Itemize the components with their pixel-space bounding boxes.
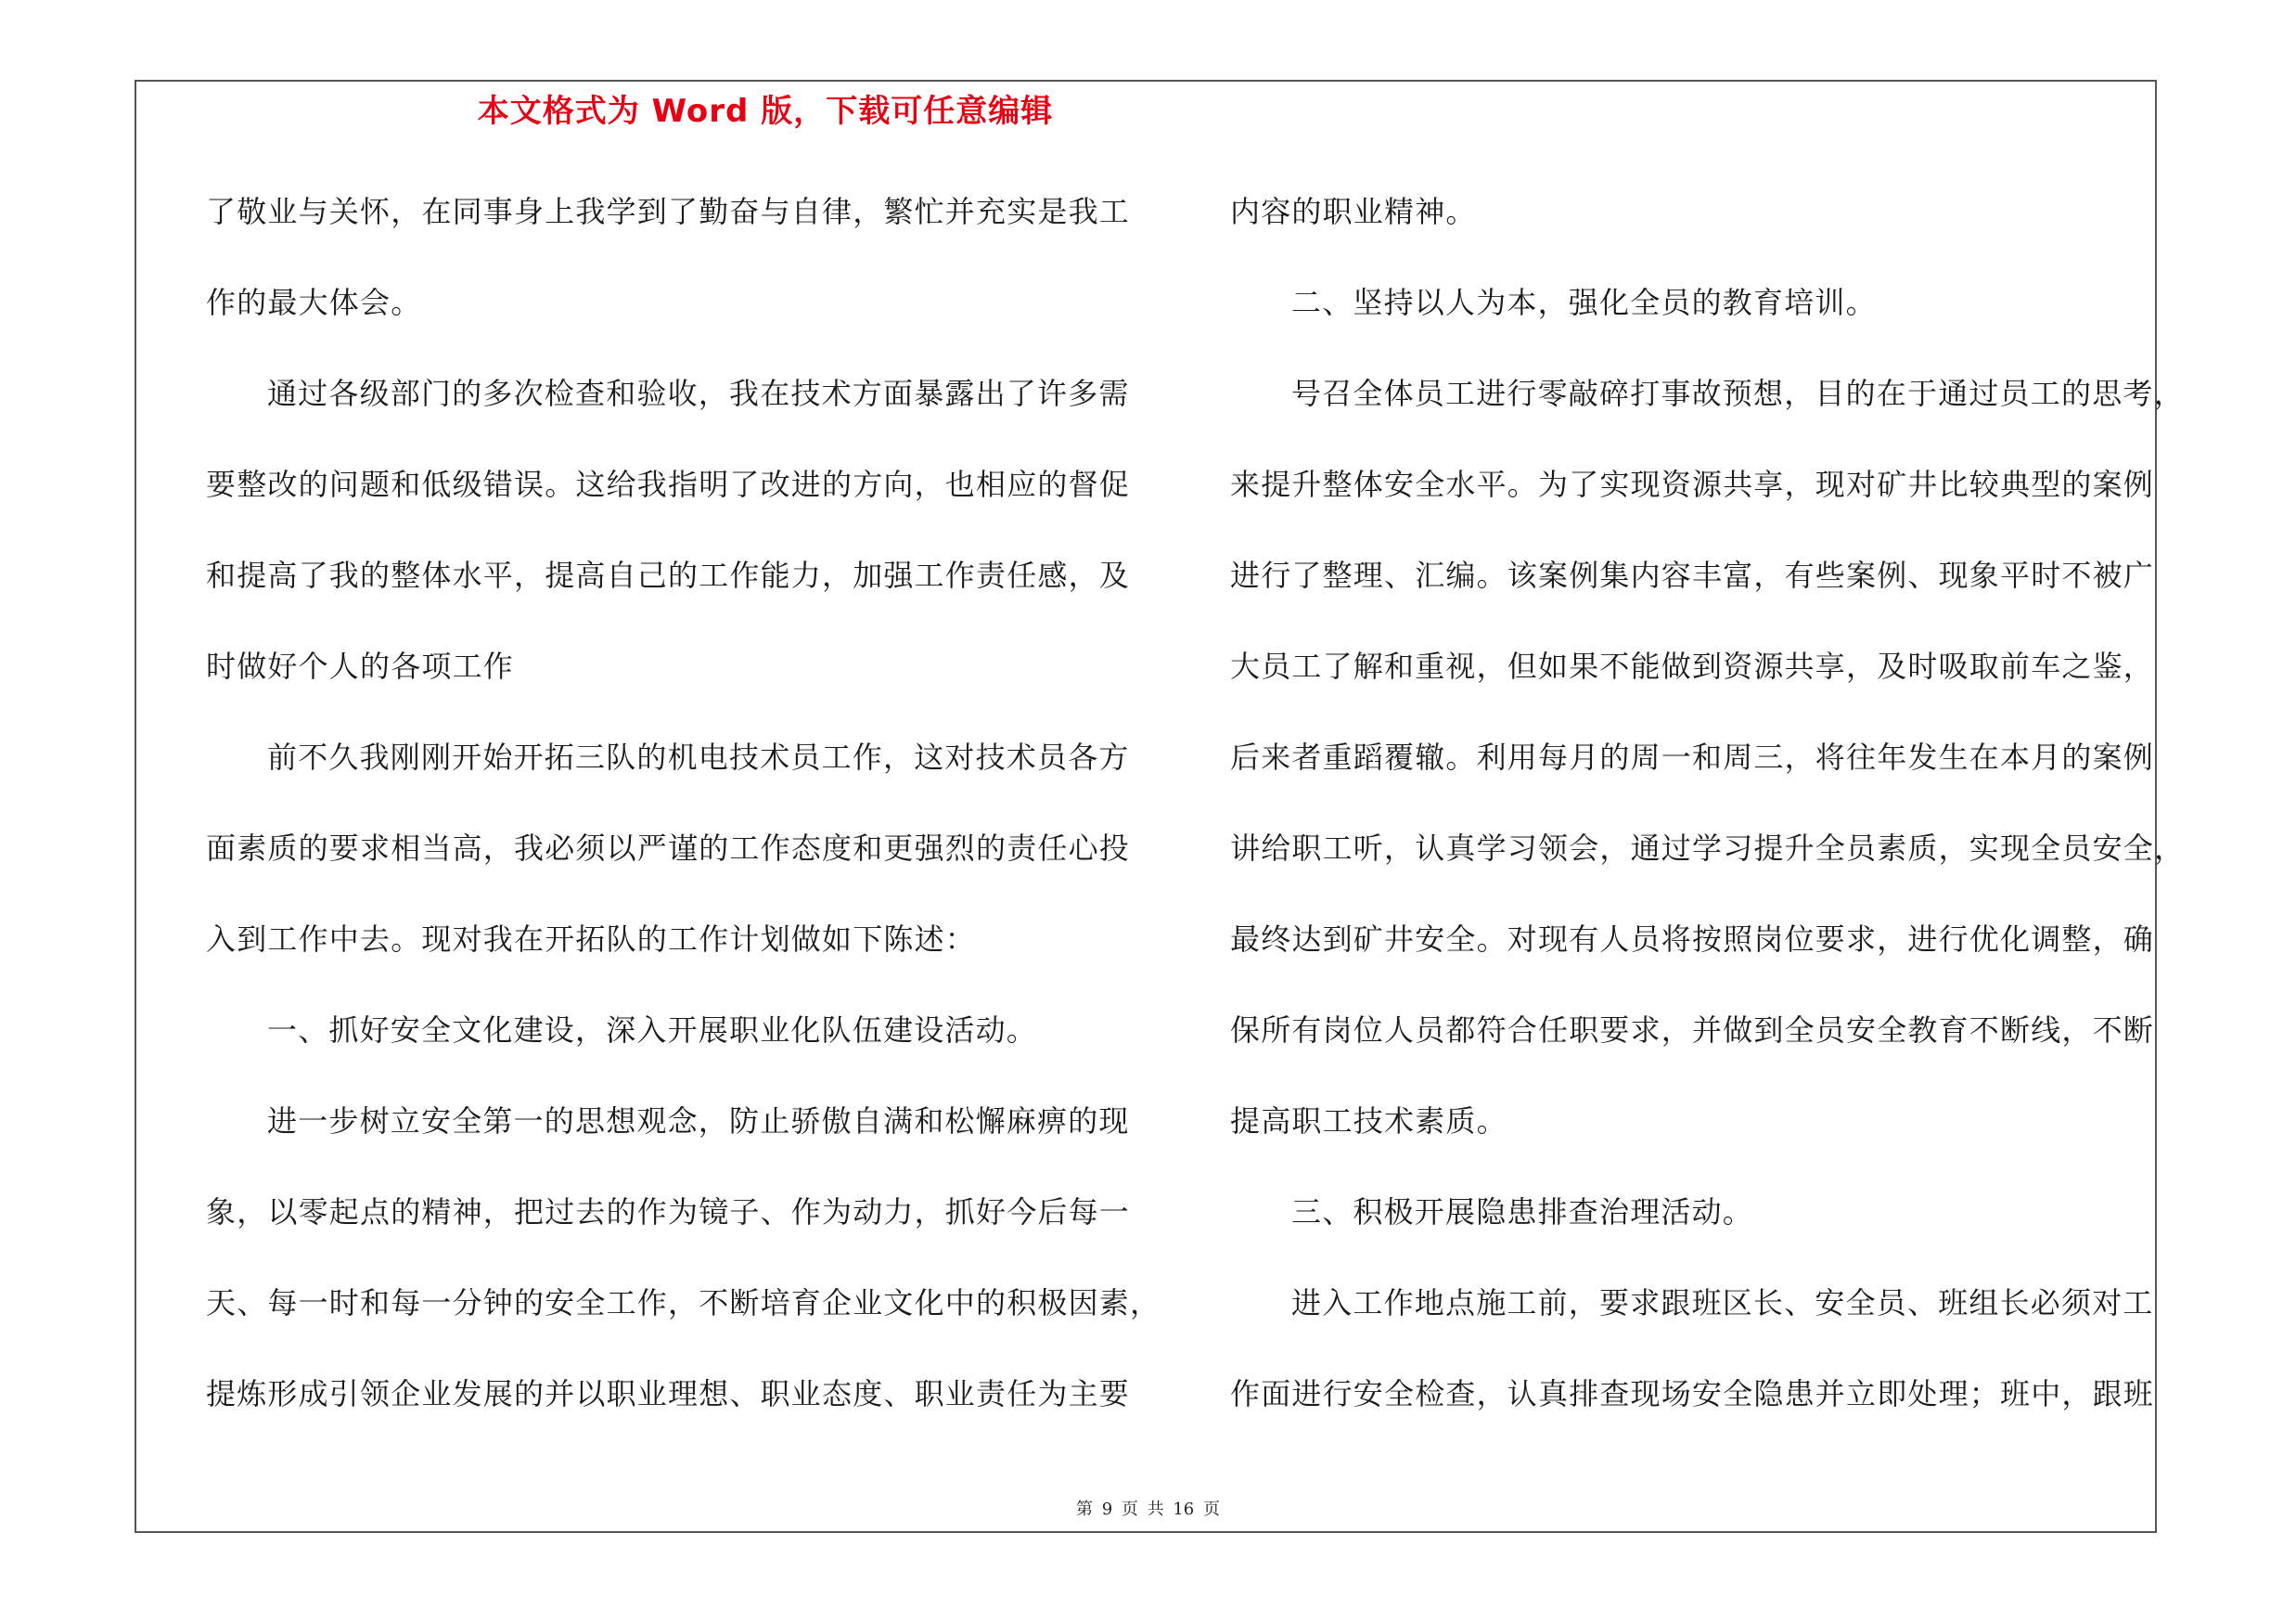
text-line: 天、每一时和每一分钟的安全工作，不断培育企业文化中的积极因素， xyxy=(206,1285,1161,1320)
paragraph-start-line: 前不久我刚刚开始开拓三队的机电技术员工作，这对技术员各方 xyxy=(267,740,1130,775)
text-line: 提高职工技术素质。 xyxy=(1230,1103,1507,1139)
paragraph-start-line: 进入工作地点施工前，要求跟班区长、安全员、班组长必须对工 xyxy=(1291,1285,2154,1320)
section-heading-2: 二、坚持以人为本，强化全员的教育培训。 xyxy=(1291,285,1877,320)
text-line: 大员工了解和重视，但如果不能做到资源共享，及时吸取前车之鉴， xyxy=(1230,649,2155,684)
text-line: 了敬业与关怀，在同事身上我学到了勤奋与自律，繁忙并充实是我工 xyxy=(206,194,1131,229)
word-format-banner: 本文格式为 Word 版，下载可任意编辑 xyxy=(477,93,1054,130)
paragraph-start-line: 号召全体员工进行零敲碎打事故预想，目的在于通过员工的思考， xyxy=(1291,376,2185,411)
left-text-column xyxy=(206,182,1161,1455)
paragraph-start-line: 通过各级部门的多次检查和验收，我在技术方面暴露出了许多需 xyxy=(267,376,1130,411)
text-line: 后来者重蹈覆辙。利用每月的周一和周三，将往年发生在本月的案例 xyxy=(1230,740,2155,775)
text-line: 讲给职工听，认真学习领会，通过学习提升全员素质，实现全员安全， xyxy=(1230,831,2186,866)
paragraph-start-line: 进一步树立安全第一的思想观念，防止骄傲自满和松懈麻痹的现 xyxy=(267,1103,1130,1139)
text-line: 要整改的问题和低级错误。这给我指明了改进的方向，也相应的督促 xyxy=(206,467,1131,502)
text-line: 象，以零起点的精神，把过去的作为镜子、作为动力，抓好今后每一 xyxy=(206,1194,1131,1230)
text-line: 作面进行安全检查，认真排查现场安全隐患并立即处理；班中，跟班 xyxy=(1230,1376,2155,1411)
section-heading-3: 三、积极开展隐患排查治理活动。 xyxy=(1291,1194,1754,1230)
text-line: 最终达到矿井安全。对现有人员将按照岗位要求，进行优化调整，确 xyxy=(1230,921,2155,957)
text-line: 来提升整体安全水平。为了实现资源共享，现对矿井比较典型的案例 xyxy=(1230,467,2155,502)
text-line: 进行了整理、汇编。该案例集内容丰富，有些案例、现象平时不被广 xyxy=(1230,558,2155,593)
text-line: 入到工作中去。现对我在开拓队的工作计划做如下陈述： xyxy=(206,921,977,957)
text-line: 作的最大体会。 xyxy=(206,285,422,320)
section-heading-1: 一、抓好安全文化建设，深入开展职业化队伍建设活动。 xyxy=(267,1012,1038,1048)
text-line: 时做好个人的各项工作 xyxy=(206,649,515,684)
text-line: 保所有岗位人员都符合任职要求，并做到全员安全教育不断线，不断 xyxy=(1230,1012,2155,1048)
right-text-column xyxy=(1230,182,2186,1455)
text-line: 提炼形成引领企业发展的并以职业理想、职业态度、职业责任为主要 xyxy=(206,1376,1131,1411)
text-line: 面素质的要求相当高，我必须以严谨的工作态度和更强烈的责任心投 xyxy=(206,831,1131,866)
text-line: 内容的职业精神。 xyxy=(1230,194,1477,229)
text-line: 和提高了我的整体水平，提高自己的工作能力，加强工作责任感，及 xyxy=(206,558,1131,593)
page-number-footer: 第 9 页 共 16 页 xyxy=(1076,1500,1220,1519)
